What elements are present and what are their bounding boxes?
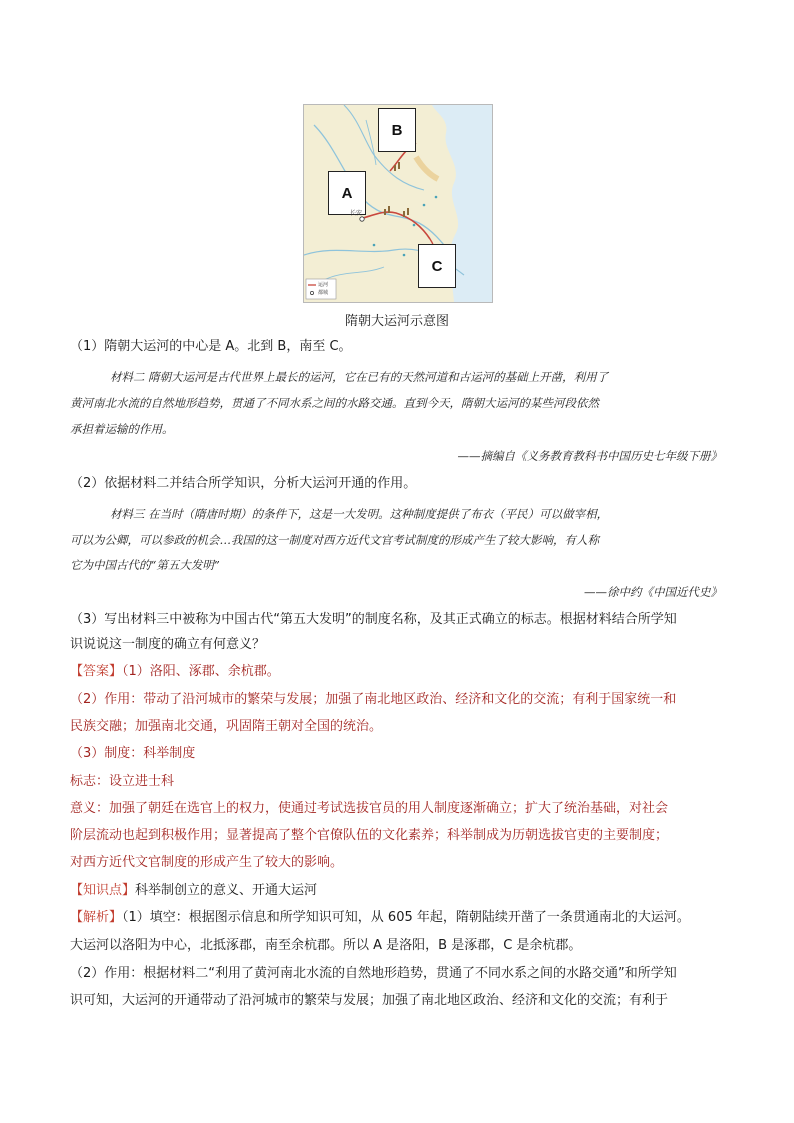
map-caption: 隋朝大运河示意图 [344, 314, 449, 329]
answer-3-meaning-line-1: 意义：加强了朝廷在选官上的权力，使通过考试选拔官员的用人制度逐渐确立；扩大了统治基础，对社会 [70, 801, 669, 816]
map-label-c: C [418, 244, 456, 288]
legend-capital: 都城 [318, 290, 329, 296]
answer-2-line-2: 民族交融；加强南北交通，巩固隋王朝对全国的统治。 [70, 719, 383, 734]
material-3-line-3: 它为中国古代的“第五大发明” [70, 558, 220, 572]
answer-section [70, 663, 730, 681]
material-3-source: ——徐中约《中国近代史》 [584, 585, 722, 599]
canal-map [303, 104, 493, 303]
answer-3-mark: 标志：设立进士科 [70, 774, 175, 789]
material-2-line-1: 材料二 隋朝大运河是古代世界上最长的运河，它在已有的天然河道和古运河的基础上开凿，利用了 [110, 370, 609, 384]
question-3-line-2: 识说说这一制度的确立有何意义？ [70, 637, 266, 652]
knowledge-text: 科举制创立的意义、开通大运河 [135, 883, 318, 898]
legend-canal: 运河 [318, 282, 329, 288]
analysis-line-2: 大运河以洛阳为中心，北抵涿郡，南至余杭郡。所以 A 是洛阳，B 是涿郡，C 是余杭郡。 [70, 938, 582, 953]
map-label-a: A [328, 171, 366, 215]
analysis-line-1 [70, 909, 730, 927]
answer-2-line-1: （2）作用：带动了沿河城市的繁荣与发展；加强了南北地区政治、经济和文化的交流；有利于国家统一和 [70, 692, 677, 707]
knowledge-tag: 【知识点】 [70, 883, 136, 898]
knowledge-section [70, 882, 730, 900]
question-1: （1）隋朝大运河的中心是 A。北到 B，南至 C。 [70, 339, 352, 354]
answer-3-meaning-line-2: 阶层流动也起到积极作用；显著提高了整个官僚队伍的文化素养；科举制成为历朝选拔官吏的主要制度； [70, 828, 669, 843]
map-city-label: 长安 [350, 210, 363, 217]
material-2-line-2: 黄河南北水流的自然地形趋势，贯通了不同水系之间的水路交通。直到今天，隋朝大运河的某些河段依然 [70, 396, 599, 410]
answer-3-system: （3）制度：科举制度 [70, 746, 196, 761]
material-3-line-2: 可以为公卿，可以参政的机会…我国的这一制度对西方近代文官考试制度的形成产生了较大影响，有人称 [70, 533, 599, 547]
map-label-b: B [378, 108, 416, 152]
answer-tag: 【答案】 [70, 664, 123, 679]
material-3-line-1: 材料三 在当时（隋唐时期）的条件下，这是一大发明。这种制度提供了布衣（平民）可以做宰相， [110, 507, 609, 521]
material-2-line-3: 承担着运输的作用。 [70, 422, 174, 436]
question-3-line-1: （3）写出材料三中被称为中国古代“第五大发明”的制度名称，及其正式确立的标志。根据材料结合所学知 [70, 612, 677, 627]
analysis-line-4: 识可知，大运河的开通带动了沿河城市的繁荣与发展；加强了南北地区政治、经济和文化的交流；有利于 [70, 993, 669, 1008]
material-2-source: ——摘编自《义务教育教科书中国历史七年级下册》 [457, 449, 722, 463]
answer-1: （1）洛阳、涿郡、余杭郡。 [122, 664, 280, 679]
answer-3-meaning-line-3: 对西方近代文官制度的形成产生了较大的影响。 [70, 855, 344, 870]
analysis-tag: 【解析】 [70, 910, 123, 925]
question-2: （2）依据材料二并结合所学知识，分析大运河开通的作用。 [70, 476, 417, 491]
analysis-line-3: （2）作用：根据材料二“利用了黄河南北水流的自然地形趋势，贯通了不同水系之间的水路交通”和所学知 [70, 966, 677, 981]
analysis-text-1: （1）填空：根据图示信息和所学知识可知，从 605 年起，隋朝陆续开凿了一条贯通南北的大运河。 [122, 910, 690, 925]
capital-marker [360, 217, 364, 221]
